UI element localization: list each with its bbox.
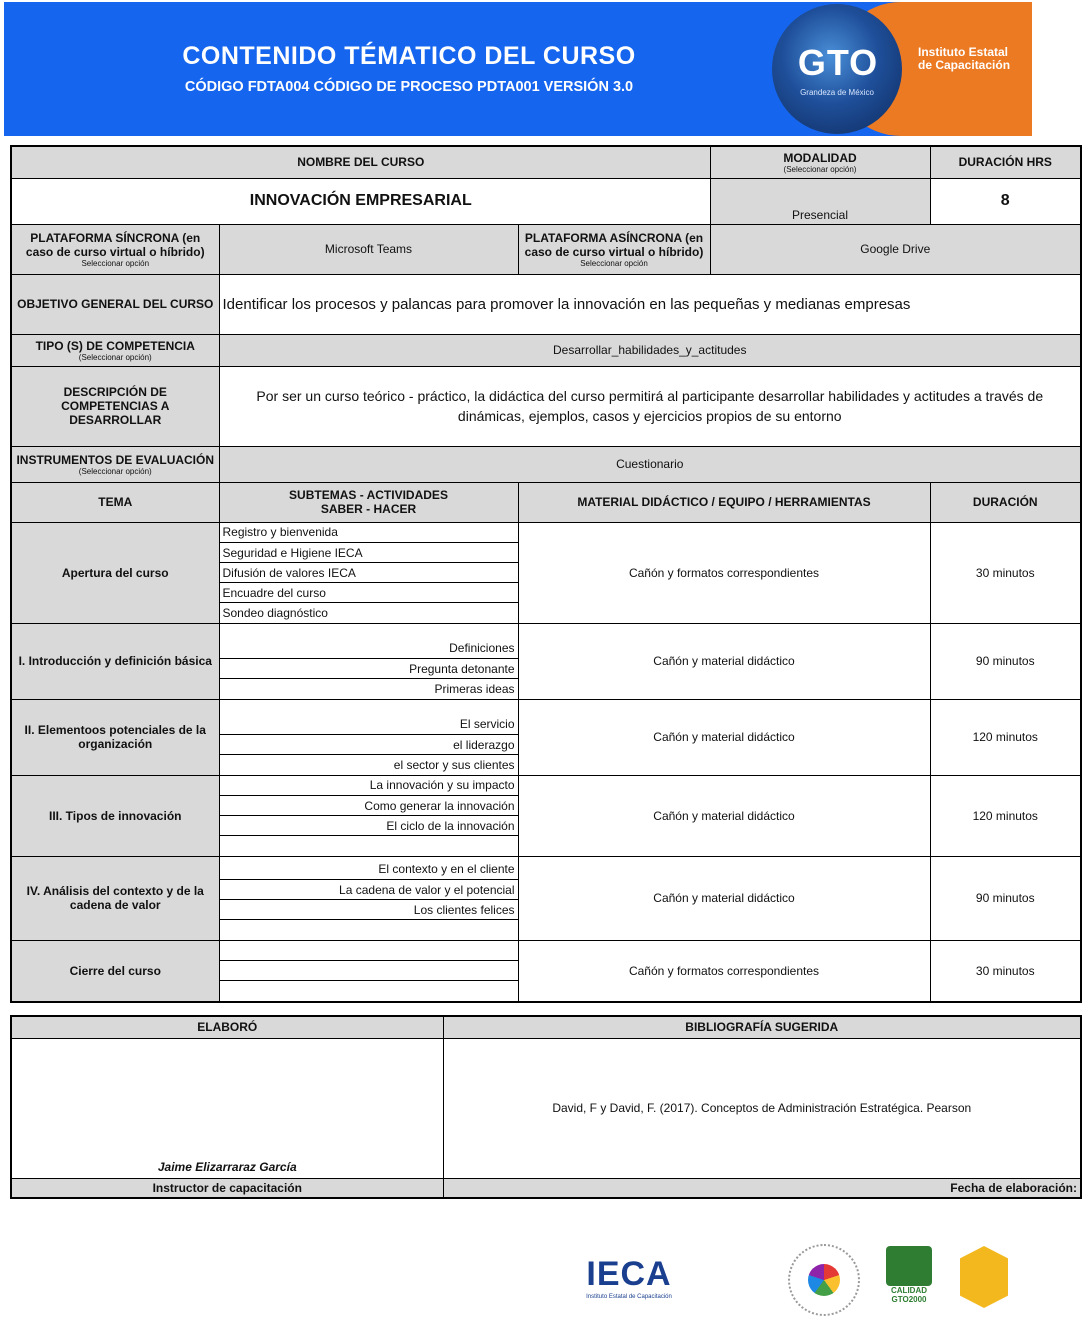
instrumentos-select[interactable]: Cuestionario <box>219 446 1081 482</box>
elaboro-name: Jaime Elizarraraz García <box>11 1038 443 1178</box>
bibliografia-value: David, F y David, F. (2017). Conceptos de Administración Estratégica. Pearson <box>443 1038 1081 1178</box>
subtemas-cell <box>219 623 518 699</box>
institute-name: Instituto Estatal de Capacitación <box>918 45 1011 72</box>
subtema-item: Primeras ideas <box>434 681 515 696</box>
subtemas-cell <box>219 775 518 856</box>
equality-norm-seal-icon <box>788 1244 860 1316</box>
material-cell: Cañón y material didáctico <box>518 699 930 775</box>
subtemas-cell <box>219 940 518 1002</box>
subtema-item: La cadena de valor y el potencial <box>220 880 518 900</box>
subtema-item <box>220 981 518 1001</box>
sync-platform-label: PLATAFORMA SÍNCRONA (en caso de curso virtual o híbrido) Seleccionar opción <box>11 224 219 274</box>
material-cell: Cañón y material didáctico <box>518 856 930 940</box>
subtema-item: El contexto y en el cliente <box>220 860 518 880</box>
subtema-item: Sondeo diagnóstico <box>222 605 328 620</box>
instrumentos-label: INSTRUMENTOS DE EVALUACIÓN (Seleccionar opción) <box>11 446 219 482</box>
gto-logo-text: GTO <box>797 42 879 83</box>
subtemas-cell <box>219 522 518 623</box>
objetivo-label: OBJETIVO GENERAL DEL CURSO <box>11 274 219 334</box>
course-name-label: NOMBRE DEL CURSO <box>11 146 710 178</box>
subtema-item: Los clientes felices <box>220 900 518 920</box>
duracion-cell: 30 minutos <box>930 522 1081 623</box>
signature-table <box>10 1015 1082 1199</box>
course-name: INNOVACIÓN EMPRESARIAL <box>11 178 710 224</box>
document-code: CÓDIGO FDTA004 CÓDIGO DE PROCESO PDTA001 VERSIÓN 3.0 <box>184 79 634 95</box>
tipo-competencia-select[interactable]: Desarrollar_habilidades_y_actitudes <box>219 334 1081 366</box>
tema-cell: Cierre del curso <box>11 940 219 1002</box>
sync-platform-select[interactable]: Microsoft Teams <box>219 224 518 274</box>
subtemas-cell <box>219 856 518 940</box>
duracion-cell: 30 minutos <box>930 940 1081 1002</box>
subtema-item: el liderazgo <box>220 735 518 755</box>
table-row <box>11 940 1081 1002</box>
descripcion-value: Por ser un curso teórico - práctico, la didáctica del curso permitirá al participante desarrollar habilidades y actitudes a través de dinámicas, ejemplos, casos y ejercicios propios de su entorno <box>219 366 1081 446</box>
col-header-subtemas: SUBTEMAS - ACTIVIDADES SABER - HACER <box>219 482 518 522</box>
subtema-item: Como generar la innovación <box>220 796 518 816</box>
subtema-item <box>220 961 518 981</box>
tipo-competencia-label: TIPO (S) DE COMPETENCIA (Seleccionar opción) <box>11 334 219 366</box>
document-title: CONTENIDO TÉMATICO DEL CURSO <box>182 42 636 70</box>
subtema-item: La innovación y su impacto <box>220 776 518 796</box>
subtema-item: Registro y bienvenida <box>220 523 518 543</box>
material-cell: Cañón y material didáctico <box>518 623 930 699</box>
subtema-item <box>220 920 518 940</box>
table-row <box>11 856 1081 940</box>
instructor-label: Instructor de capacitación <box>11 1178 443 1198</box>
subtema-item <box>220 941 518 961</box>
material-cell: Cañón y formatos correspondientes <box>518 522 930 623</box>
material-cell: Cañón y formatos correspondientes <box>518 940 930 1002</box>
duracion-cell: 90 minutos <box>930 856 1081 940</box>
tema-cell: IV. Análisis del contexto y de la cadena de valor <box>11 856 219 940</box>
fecha-label: Fecha de elaboración: <box>443 1178 1081 1198</box>
modalidad-select[interactable]: Presencial <box>710 178 930 224</box>
duracion-cell: 120 minutos <box>930 699 1081 775</box>
subtema-item: El ciclo de la innovación <box>220 816 518 836</box>
elaboro-label: ELABORÓ <box>11 1016 443 1038</box>
course-table <box>10 145 1082 1003</box>
tema-cell: III. Tipos de innovación <box>11 775 219 856</box>
table-row <box>11 699 1081 775</box>
subtema-item: El servicio <box>220 715 518 735</box>
crece-badge-icon <box>960 1246 1008 1308</box>
table-row <box>11 522 1081 623</box>
tema-cell: Apertura del curso <box>11 522 219 623</box>
async-platform-select[interactable]: Google Drive <box>710 224 1081 274</box>
bibliografia-label: BIBLIOGRAFÍA SUGERIDA <box>443 1016 1081 1038</box>
tema-cell: I. Introducción y definición básica <box>11 623 219 699</box>
table-row <box>11 775 1081 856</box>
subtema-item: Pregunta detonante <box>220 659 518 679</box>
col-header-tema: TEMA <box>11 482 219 522</box>
duracion-hrs-value: 8 <box>930 178 1081 224</box>
duracion-cell: 120 minutos <box>930 775 1081 856</box>
material-cell: Cañón y material didáctico <box>518 775 930 856</box>
subtema-item <box>220 836 518 856</box>
select-hint: (Seleccionar opción) <box>783 164 857 174</box>
duracion-cell: 90 minutos <box>930 623 1081 699</box>
subtema-item: el sector y sus clientes <box>393 757 515 772</box>
async-platform-label: PLATAFORMA ASÍNCRONA (en caso de curso virtual o híbrido) Seleccionar opción <box>518 224 710 274</box>
tema-cell: II. Elementoos potenciales de la organización <box>11 699 219 775</box>
subtema-item: Seguridad e Higiene IECA <box>220 543 518 563</box>
modalidad-label: MODALIDAD (Seleccionar opción) <box>710 146 930 178</box>
subtema-item: Definiciones <box>220 639 518 659</box>
header-banner <box>4 2 1032 136</box>
col-header-material: MATERIAL DIDÁCTICO / EQUIPO / HERRAMIENTAS <box>518 482 930 522</box>
col-header-duracion: DURACIÓN <box>930 482 1081 522</box>
descripcion-label: DESCRIPCIÓN DE COMPETENCIAS A DESARROLLAR <box>11 366 219 446</box>
objetivo-value: Identificar los procesos y palancas para promover la innovación en las pequeñas y medianas empresas <box>219 274 1081 334</box>
ieca-logo: IECA Instituto Estatal de Capacitación <box>586 1255 672 1300</box>
subtema-item: Encuadre del curso <box>220 583 518 603</box>
gto-logo-tagline: Grandeza de México <box>800 88 874 97</box>
table-row <box>11 623 1081 699</box>
subtemas-cell <box>219 699 518 775</box>
subtema-item: Difusión de valores IECA <box>220 563 518 583</box>
duracion-hrs-label: DURACIÓN HRS <box>930 146 1081 178</box>
calidad-gto2000-seal-icon: CALIDAD GTO2000 <box>886 1246 932 1312</box>
